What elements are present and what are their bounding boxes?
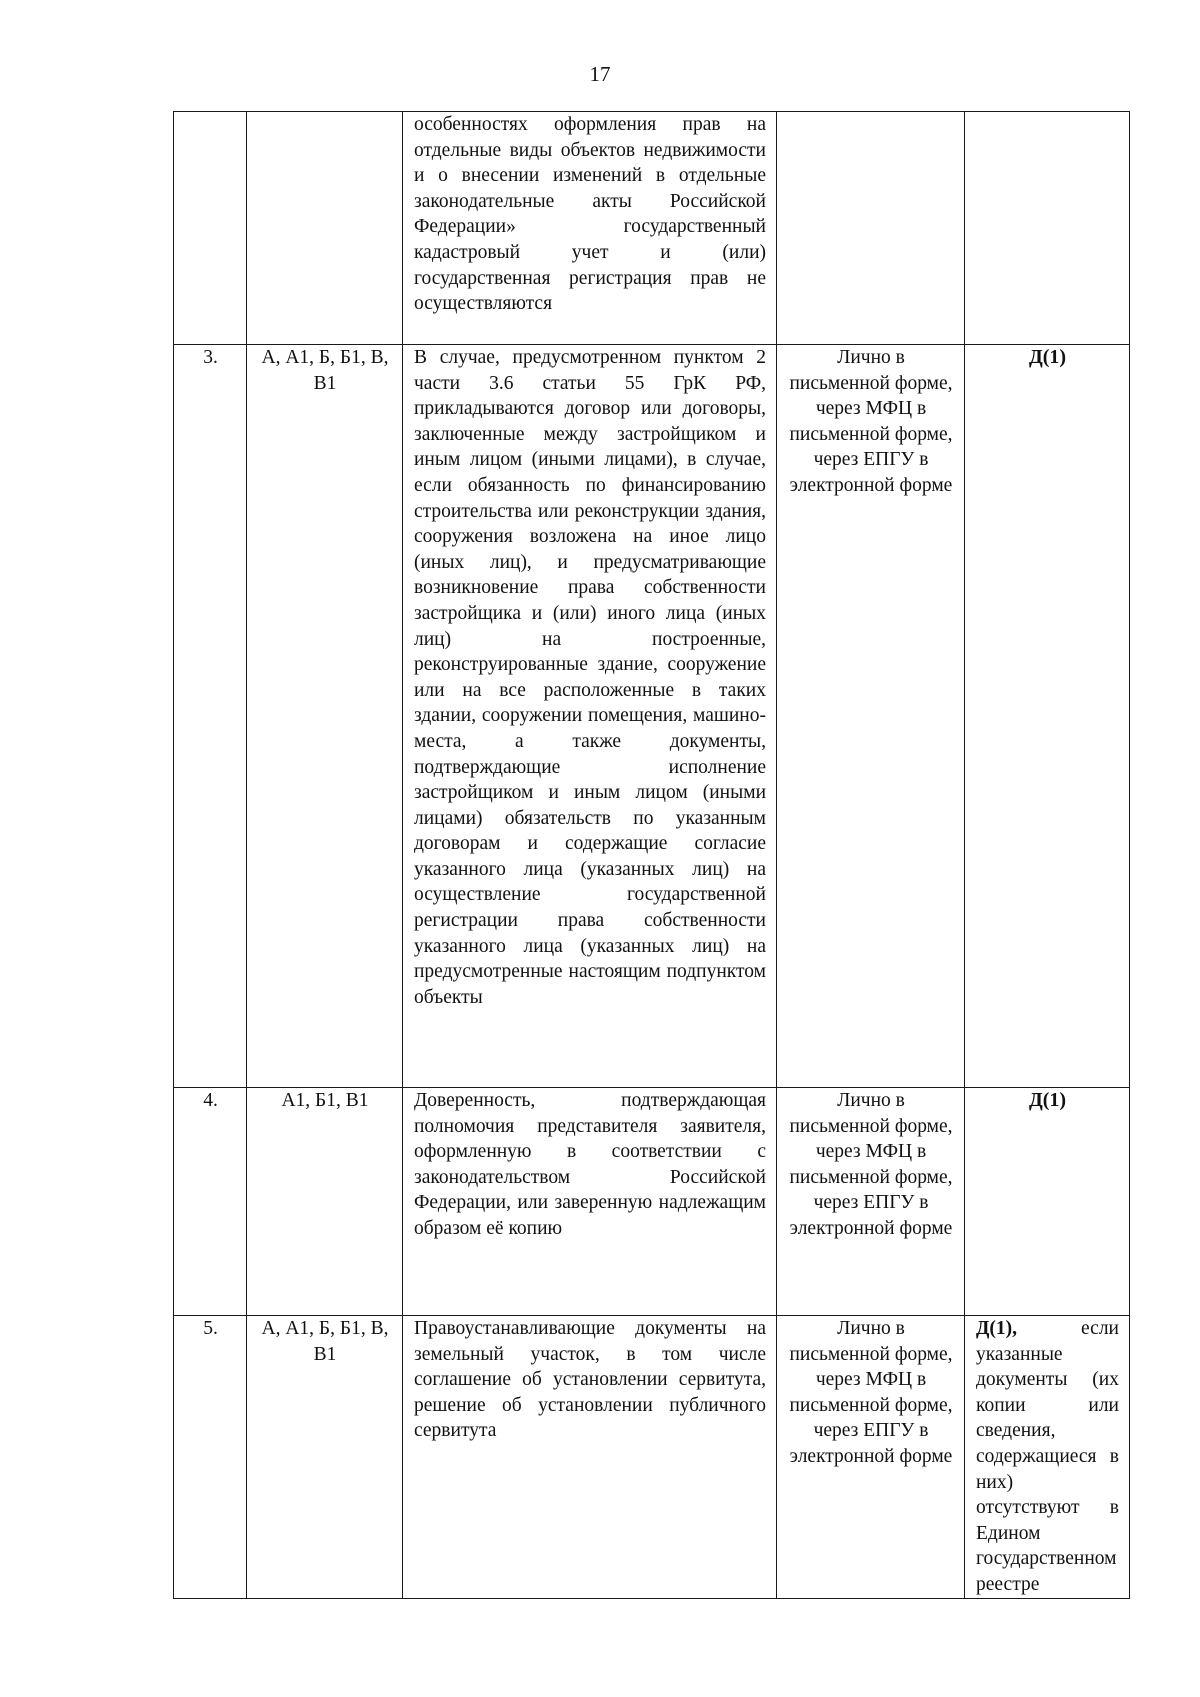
flag-note [976, 1316, 1119, 1598]
table-row [174, 1088, 1130, 1316]
page-number: 17 [589, 62, 611, 86]
flag-code: Д(1) [1028, 346, 1067, 368]
categories-cell: А, А1, Б, Б1, В, В1 [247, 1316, 403, 1599]
document-cell: Доверенность, подтверждающая полномочия представителя заявителя, оформленную в соответствии с законодательством Российской Федерации, или заверенную надлежащим образом её копию [403, 1088, 777, 1316]
flag-code: Д(1), [976, 1318, 1018, 1339]
row-number-cell [174, 112, 247, 345]
table-row [174, 112, 1130, 345]
row-number-cell: 4. [174, 1088, 247, 1316]
categories-cell: А1, Б1, В1 [247, 1088, 403, 1316]
row-number-cell: 5. [174, 1316, 247, 1599]
flag-cell [965, 1088, 1130, 1316]
document-cell: В случае, предусмотренном пунктом 2 части 3.6 статьи 55 ГрК РФ, прикладываются договор или договоры, заключенные между застройщиком и иным лицом (иными лицами), в случае, если обязанность по финансированию строительства или реконструкции здания, сооружения возложена на иное лицо (иных лиц), и предусматривающие возникновение права собственности застройщика и (или) иного лица (иных лиц) на построенные, реконструированные здание, сооружение или на все расположенные в таких здании, сооружении помещения, машино-места, а также документы, подтверждающие исполнение застройщиком и иным лицом (иными лицами) обязательств по указанным договорам и содержащие согласие указанного лица (указанных лиц) на осуществление государственной регистрации права собственности указанного лица (указанных лиц) на предусмотренные настоящим подпунктом объекты [403, 345, 777, 1088]
flag-cell [965, 345, 1130, 1088]
table-row [174, 345, 1130, 1088]
flag-cell [965, 112, 1130, 345]
requirements-table [173, 111, 1130, 1599]
flag-condition-text: если указанные документы (их копии или сведения, содержащиеся в них) отсутствуют в Едином государственном реестре [976, 1318, 1119, 1595]
flag-cell [965, 1316, 1130, 1599]
categories-cell [247, 112, 403, 345]
submission-method-cell: Лично в письменной форме, через МФЦ в письменной форме, через ЕПГУ в электронной форме [777, 345, 965, 1088]
table-row [174, 1316, 1130, 1599]
row-number-cell: 3. [174, 345, 247, 1088]
submission-method-cell: Лично в письменной форме, через МФЦ в письменной форме, через ЕПГУ в электронной форме [777, 1316, 965, 1599]
document-cell: Правоустанавливающие документы на земельный участок, в том числе соглашение об установлении сервитута, решение об установлении публичного сервитута [403, 1316, 777, 1599]
submission-method-cell: Лично в письменной форме, через МФЦ в письменной форме, через ЕПГУ в электронной форме [777, 1088, 965, 1316]
submission-method-cell [777, 112, 965, 345]
flag-code: Д(1) [1028, 1089, 1067, 1111]
document-cell: особенностях оформления прав на отдельные виды объектов недвижимости и о внесении изменений в отдельные законодательные акты Российской Федерации» государственный кадастровый учет и (или) государственная регистрация прав не осуществляются [403, 112, 777, 345]
categories-cell: А, А1, Б, Б1, В, В1 [247, 345, 403, 1088]
